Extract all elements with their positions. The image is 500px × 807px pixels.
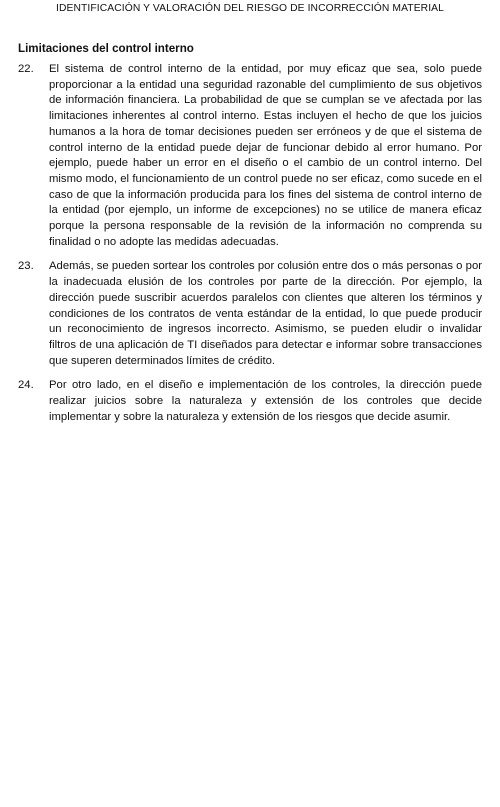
paragraph-number: 24.: [18, 379, 34, 392]
running-header: IDENTIFICACIÓN Y VALORACIÓN DEL RIESGO DE INCORRECCIÓN MATERIAL: [56, 3, 444, 14]
section-heading: Limitaciones del control interno: [18, 42, 194, 55]
paragraph-number: 22.: [18, 63, 34, 75]
paragraph-23: [18, 259, 482, 369]
paragraph-text: El sistema de control interno de la entidad, por muy eficaz que sea, solo puede proporcionar a la entidad una seguridad razonable del cumplimiento de sus objetivos de información financiera. La probabilidad de que se cumplan se ve afectada por las limitaciones inherentes al control interno. Estas incluyen el hecho de que los juicios humanos a la hora de tomar decisiones pueden ser erróneos y de que el sistema de control interno de la entidad puede dejar de funcionar debido al error humano. Por ejemplo, puede haber un error en el diseño o el cambio de un control interno. Del mismo modo, el funcionamiento de un control puede no ser eficaz, como sucede en el caso de que la información producida para los fines del sistema de control interno de la entidad (por ejemplo, un informe de excepciones) no se utilice de manera eficaz porque la persona responsable de la revisión de la información no comprenda su finalidad o no adopte las medidas adecuadas.: [49, 63, 482, 248]
paragraph-number: 23.: [18, 260, 34, 273]
paragraph-list: [18, 62, 482, 434]
paragraph-22: [18, 62, 482, 250]
paragraph-text: Por otro lado, en el diseño e implementación de los controles, la dirección puede realizar juicios sobre la naturaleza y extensión de los controles que decide implementar y sobre la naturaleza y extensión de los riesgos que decide asumir.: [49, 379, 482, 423]
paragraph-24: [18, 378, 482, 425]
paragraph-text: Además, se pueden sortear los controles por colusión entre dos o más personas o por la inadecuada elusión de los controles por parte de la dirección. Por ejemplo, la dirección puede suscribir acuerdos paralelos con clientes que alteren los términos y condiciones de los contratos de venta estándar de la entidad, lo que puede producir un reconocimiento de ingresos incorrecto. Asimismo, se pueden eludir o invalidar filtros de una aplicación de TI diseñados para detectar e informar sobre transacciones que superen determinados límites de crédito.: [49, 260, 482, 367]
